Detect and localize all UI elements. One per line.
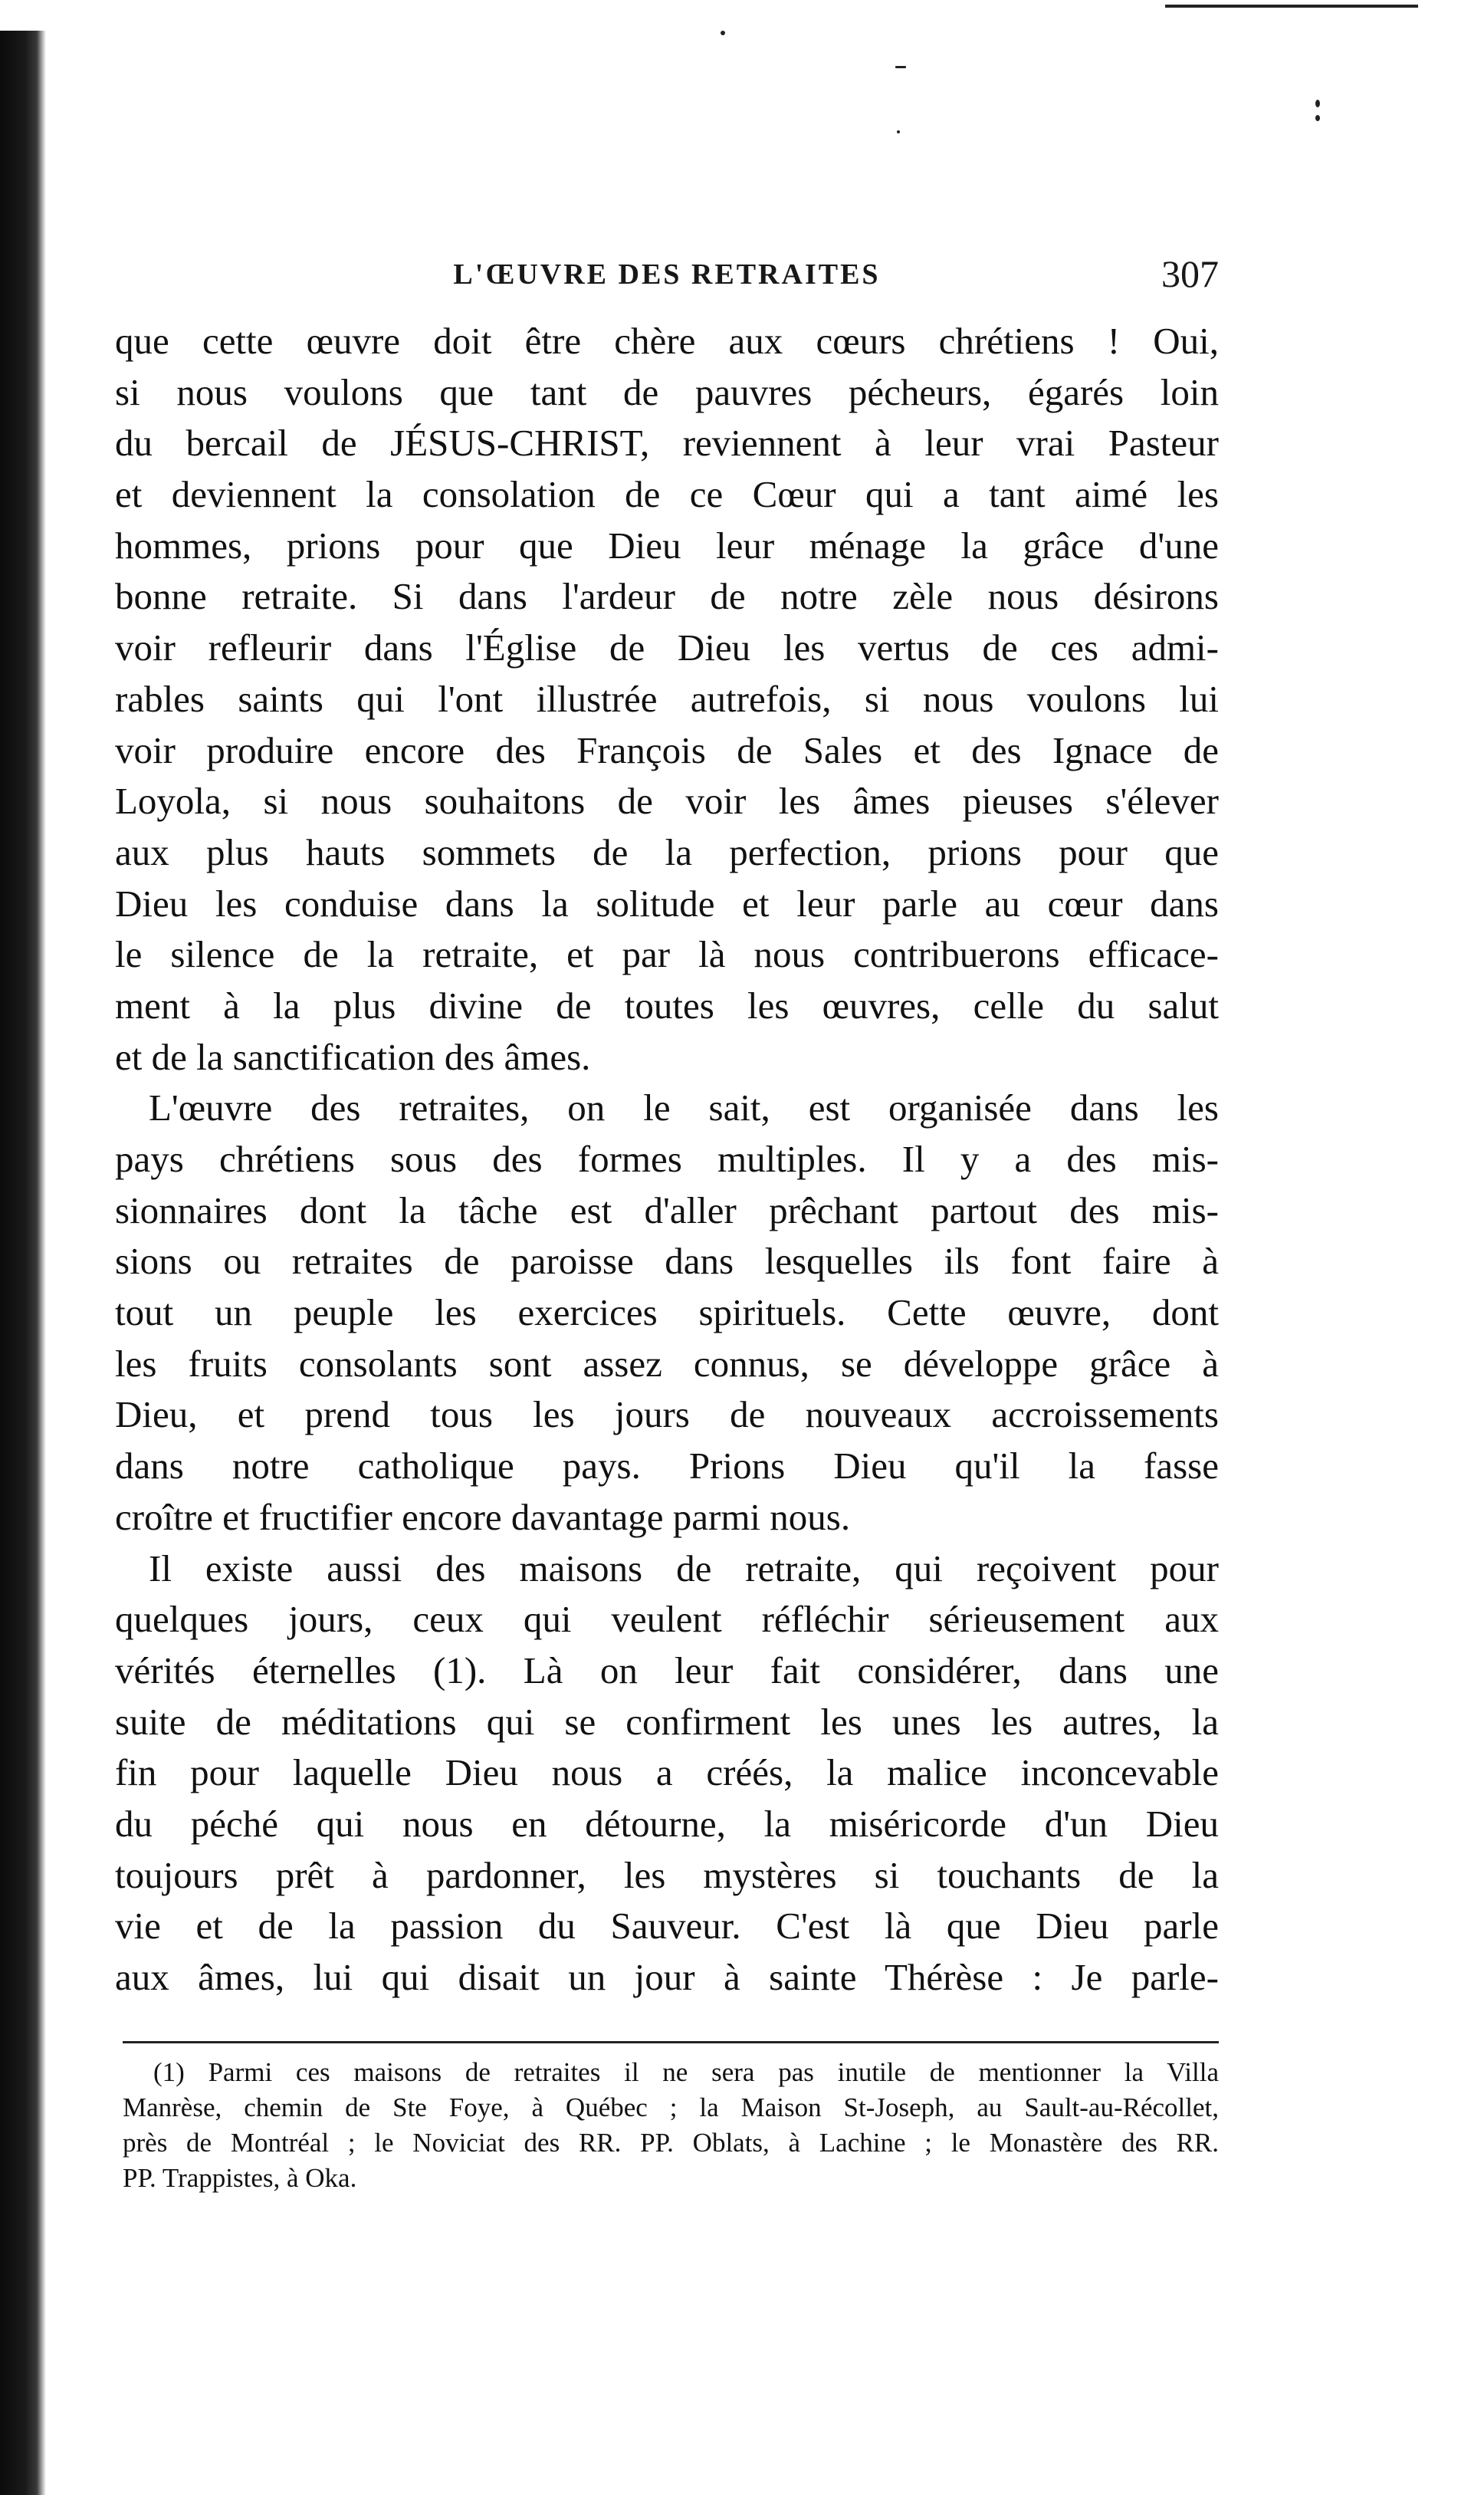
footnote-line: près de Montréal ; le Noviciat des RR. PP. Oblats, à Lachine ; le Monastère des RR.	[123, 2128, 1219, 2158]
text-line: ment à la plus divine de toutes les œuvres, celle du salut	[115, 984, 1219, 1027]
text-line: sionnaires dont la tâche est d'aller prêchant partout des mis-	[115, 1188, 1219, 1231]
paragraph-start-line: L'œuvre des retraites, on le sait, est organisée dans les	[149, 1086, 1219, 1129]
text-line: si nous voulons que tant de pauvres pécheurs, égarés loin	[115, 370, 1219, 413]
scan-speck	[1315, 115, 1320, 121]
text-line: aux âmes, lui qui disait un jour à sainte Thérèse : Je parle-	[115, 1956, 1219, 1998]
text-line: Dieu, et prend tous les jours de nouveaux accroissements	[115, 1393, 1219, 1436]
text-line: hommes, prions pour que Dieu leur ménage la grâce d'une	[115, 524, 1219, 567]
text-line: rables saints qui l'ont illustrée autrefois, si nous voulons lui	[115, 677, 1219, 720]
text-line: bonne retraite. Si dans l'ardeur de notre zèle nous désirons	[115, 575, 1219, 618]
footnote-line: (1) Parmi ces maisons de retraites il ne sera pas inutile de mentionner la Villa	[153, 2057, 1219, 2087]
text-line: pays chrétiens sous des formes multiples. Il y a des mis-	[115, 1138, 1219, 1180]
text-line: dans notre catholique pays. Prions Dieu qu'il la fasse	[115, 1445, 1219, 1487]
footnote-divider	[123, 2041, 1219, 2043]
scan-binding-edge	[0, 31, 46, 2495]
text-line: du péché qui nous en détourne, la miséricorde d'un Dieu	[115, 1802, 1219, 1845]
text-line: et deviennent la consolation de ce Cœur qui a tant aimé les	[115, 473, 1219, 516]
text-line: aux plus hauts sommets de la perfection, prions pour que	[115, 830, 1219, 873]
scan-top-rule	[1165, 5, 1418, 8]
text-line: toujours prêt à pardonner, les mystères si touchants de la	[115, 1853, 1219, 1896]
text-line: Dieu les conduise dans la solitude et leur parle au cœur dans	[115, 882, 1219, 925]
text-line: sions ou retraites de paroisse dans lesquelles ils font faire à	[115, 1240, 1219, 1283]
page-number: 307	[1161, 252, 1219, 295]
text-line: voir refleurir dans l'Église de Dieu les vertus de ces admi-	[115, 626, 1219, 669]
text-line: croître et fructifier encore davantage parmi nous.	[115, 1495, 851, 1538]
text-line: tout un peuple les exercices spirituels. Cette œuvre, dont	[115, 1291, 1219, 1334]
text-line: vérités éternelles (1). Là on leur fait considérer, dans une	[115, 1649, 1219, 1691]
page-header	[115, 251, 1219, 297]
scan-speck	[895, 66, 906, 68]
text-line: et de la sanctification des âmes.	[115, 1035, 591, 1078]
text-line: du bercail de JÉSUS-CHRIST, reviennent à leur vrai Pasteur	[115, 422, 1219, 465]
footnote-line: PP. Trappistes, à Oka.	[123, 2163, 357, 2193]
footnote-line: Manrèse, chemin de Ste Foye, à Québec ; la Maison St-Joseph, au Sault-au-Récollet,	[123, 2092, 1219, 2122]
text-line: les fruits consolants sont assez connus, se développe grâce à	[115, 1342, 1219, 1385]
text-line: que cette œuvre doit être chère aux cœurs chrétiens ! Oui,	[115, 320, 1219, 362]
text-line: le silence de la retraite, et par là nous contribuerons efficace-	[115, 933, 1219, 976]
text-line: Loyola, si nous souhaitons de voir les âmes pieuses s'élever	[115, 780, 1219, 823]
text-line: fin pour laquelle Dieu nous a créés, la malice inconcevable	[115, 1751, 1219, 1794]
scan-speck	[897, 130, 900, 133]
text-line: voir produire encore des François de Sales et des Ignace de	[115, 728, 1219, 771]
running-title: L'ŒUVRE DES RETRAITES	[453, 258, 881, 291]
text-line: suite de méditations qui se confirment les unes les autres, la	[115, 1700, 1219, 1743]
paragraph-start-line: Il existe aussi des maisons de retraite, qui reçoivent pour	[149, 1547, 1219, 1589]
scan-speck	[1315, 100, 1320, 107]
footnote	[123, 2055, 1219, 2196]
scan-speck	[721, 31, 725, 35]
text-line: vie et de la passion du Sauveur. C'est là que Dieu parle	[115, 1905, 1219, 1948]
text-line: quelques jours, ceux qui veulent réfléchir sérieusement aux	[115, 1598, 1219, 1641]
body-text	[115, 316, 1219, 2004]
